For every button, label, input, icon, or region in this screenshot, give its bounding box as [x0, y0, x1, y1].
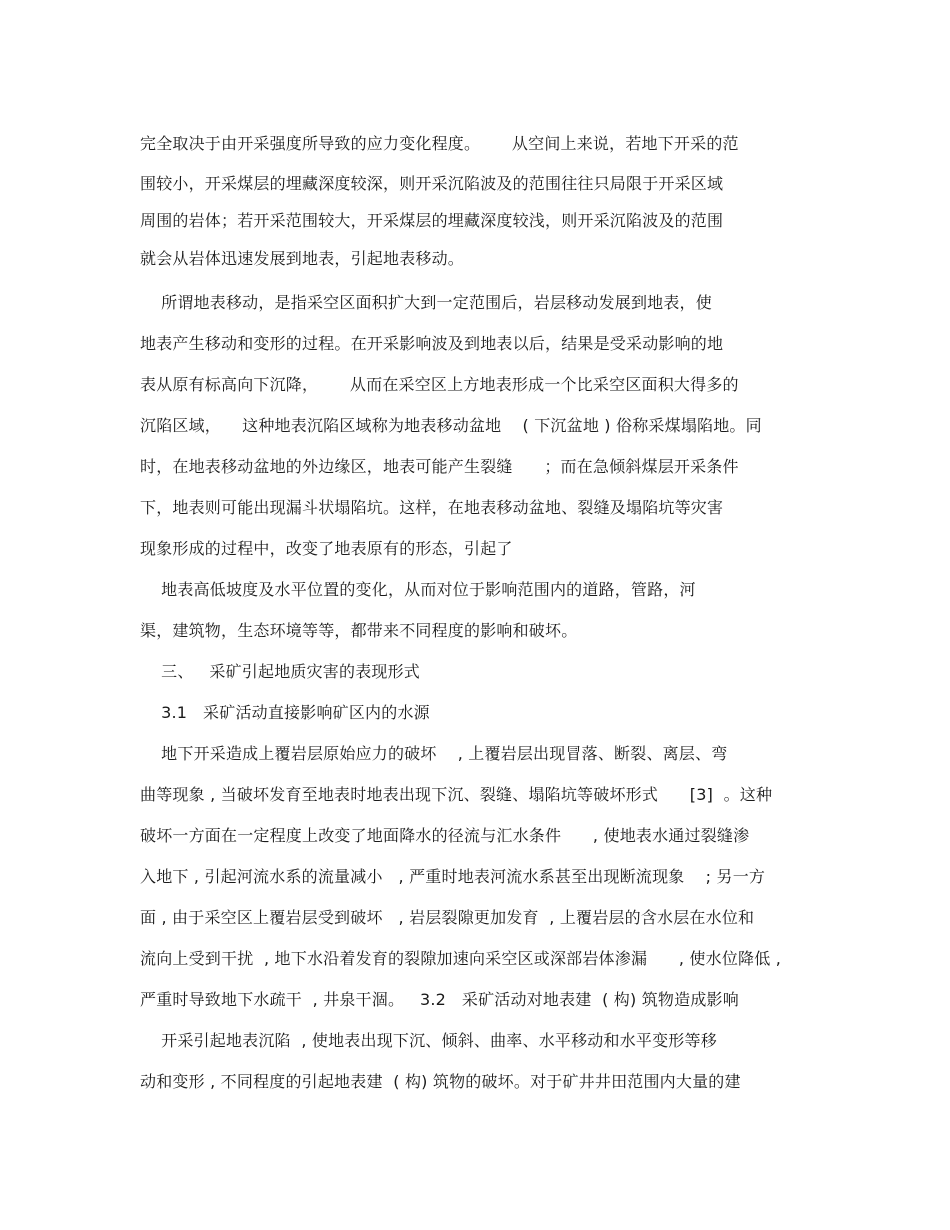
text-line: 沉陷区域， 这种地表沉陷区域称为地表移动盆地 ( 下沉盆地 ) 俗称采煤塌陷地。同 [140, 416, 762, 435]
text-line: 动和变形 , 不同程度的引起地表建 ( 构) 筑物的破坏。对于矿井井田范围内大量的建 [140, 1072, 741, 1091]
text-line: 下，地表则可能出现漏斗状塌陷坑。这样，在地表移动盆地、裂缝及塌陷坑等灾害 [140, 498, 724, 517]
text-line: 所谓地表移动，是指采空区面积扩大到一定范围后，岩层移动发展到地表，使 [140, 293, 712, 312]
text-line: 围较小，开采煤层的埋藏深度较深，则开采沉陷波及的范围往往只局限于开采区域 [140, 174, 724, 193]
text-line: 完全取决于由开采强度所导致的应力变化程度。 从空间上来说，若地下开采的范 [140, 134, 739, 153]
text-line: 渠，建筑物，生态环境等等，都带来不同程度的影响和破坏。 [140, 621, 578, 640]
section-heading: 三、 采矿引起地质灾害的表现形式 [140, 662, 421, 681]
text-line: 地下开采造成上覆岩层原始应力的破坏 , 上覆岩层出现冒落、断裂、离层、弯 [140, 744, 728, 763]
text-line: 曲等现象 , 当破坏发育至地表时地表出现下沉、裂缝、塌陷坑等破坏形式 [3] 。这种 [140, 785, 773, 804]
text-line: 地表产生移动和变形的过程。在开采影响波及到地表以后，结果是受采动影响的地 [140, 334, 724, 353]
text-line: 严重时导致地下水疏干 , 井泉干涸。 3.2 采矿活动对地表建 ( 构) 筑物造成影响 [140, 990, 739, 1009]
text-line: 时，在地表移动盆地的外边缘区，地表可能产生裂缝 ；而在急倾斜煤层开采条件 [140, 457, 739, 476]
text-line: 地表高低坡度及水平位置的变化，从而对位于影响范围内的道路，管路，河 [140, 580, 696, 599]
text-line: 入地下 , 引起河流水系的流量减小 , 严重时地表河流水系甚至出现断流现象 ; 另一方 [140, 867, 766, 886]
text-line: 现象形成的过程中，改变了地表原有的形态，引起了 [140, 539, 513, 558]
subsection-heading: 3.1 采矿活动直接影响矿区内的水源 [140, 703, 430, 722]
text-line: 流向上受到干扰 , 地下水沿着发育的裂隙加速向采空区或深部岩体渗漏 , 使水位降低 , [140, 949, 782, 968]
text-line: 就会从岩体迅速发展到地表，引起地表移动。 [140, 249, 465, 268]
text-line: 开采引起地表沉陷 , 使地表出现下沉、倾斜、曲率、水平移动和水平变形等移 [140, 1031, 717, 1050]
text-line: 破坏一方面在一定程度上改变了地面降水的径流与汇水条件 , 使地表水通过裂缝渗 [140, 826, 750, 845]
text-line: 周围的岩体；若开采范围较大，开采煤层的埋藏深度较浅，则开采沉陷波及的范围 [140, 211, 724, 230]
text-line: 面 , 由于采空区上覆岩层受到破坏 , 岩层裂隙更加发育 , 上覆岩层的含水层在水位和 [140, 908, 755, 927]
text-line: 表从原有标高向下沉降， 从而在采空区上方地表形成一个比采空区面积大得多的 [140, 375, 739, 394]
